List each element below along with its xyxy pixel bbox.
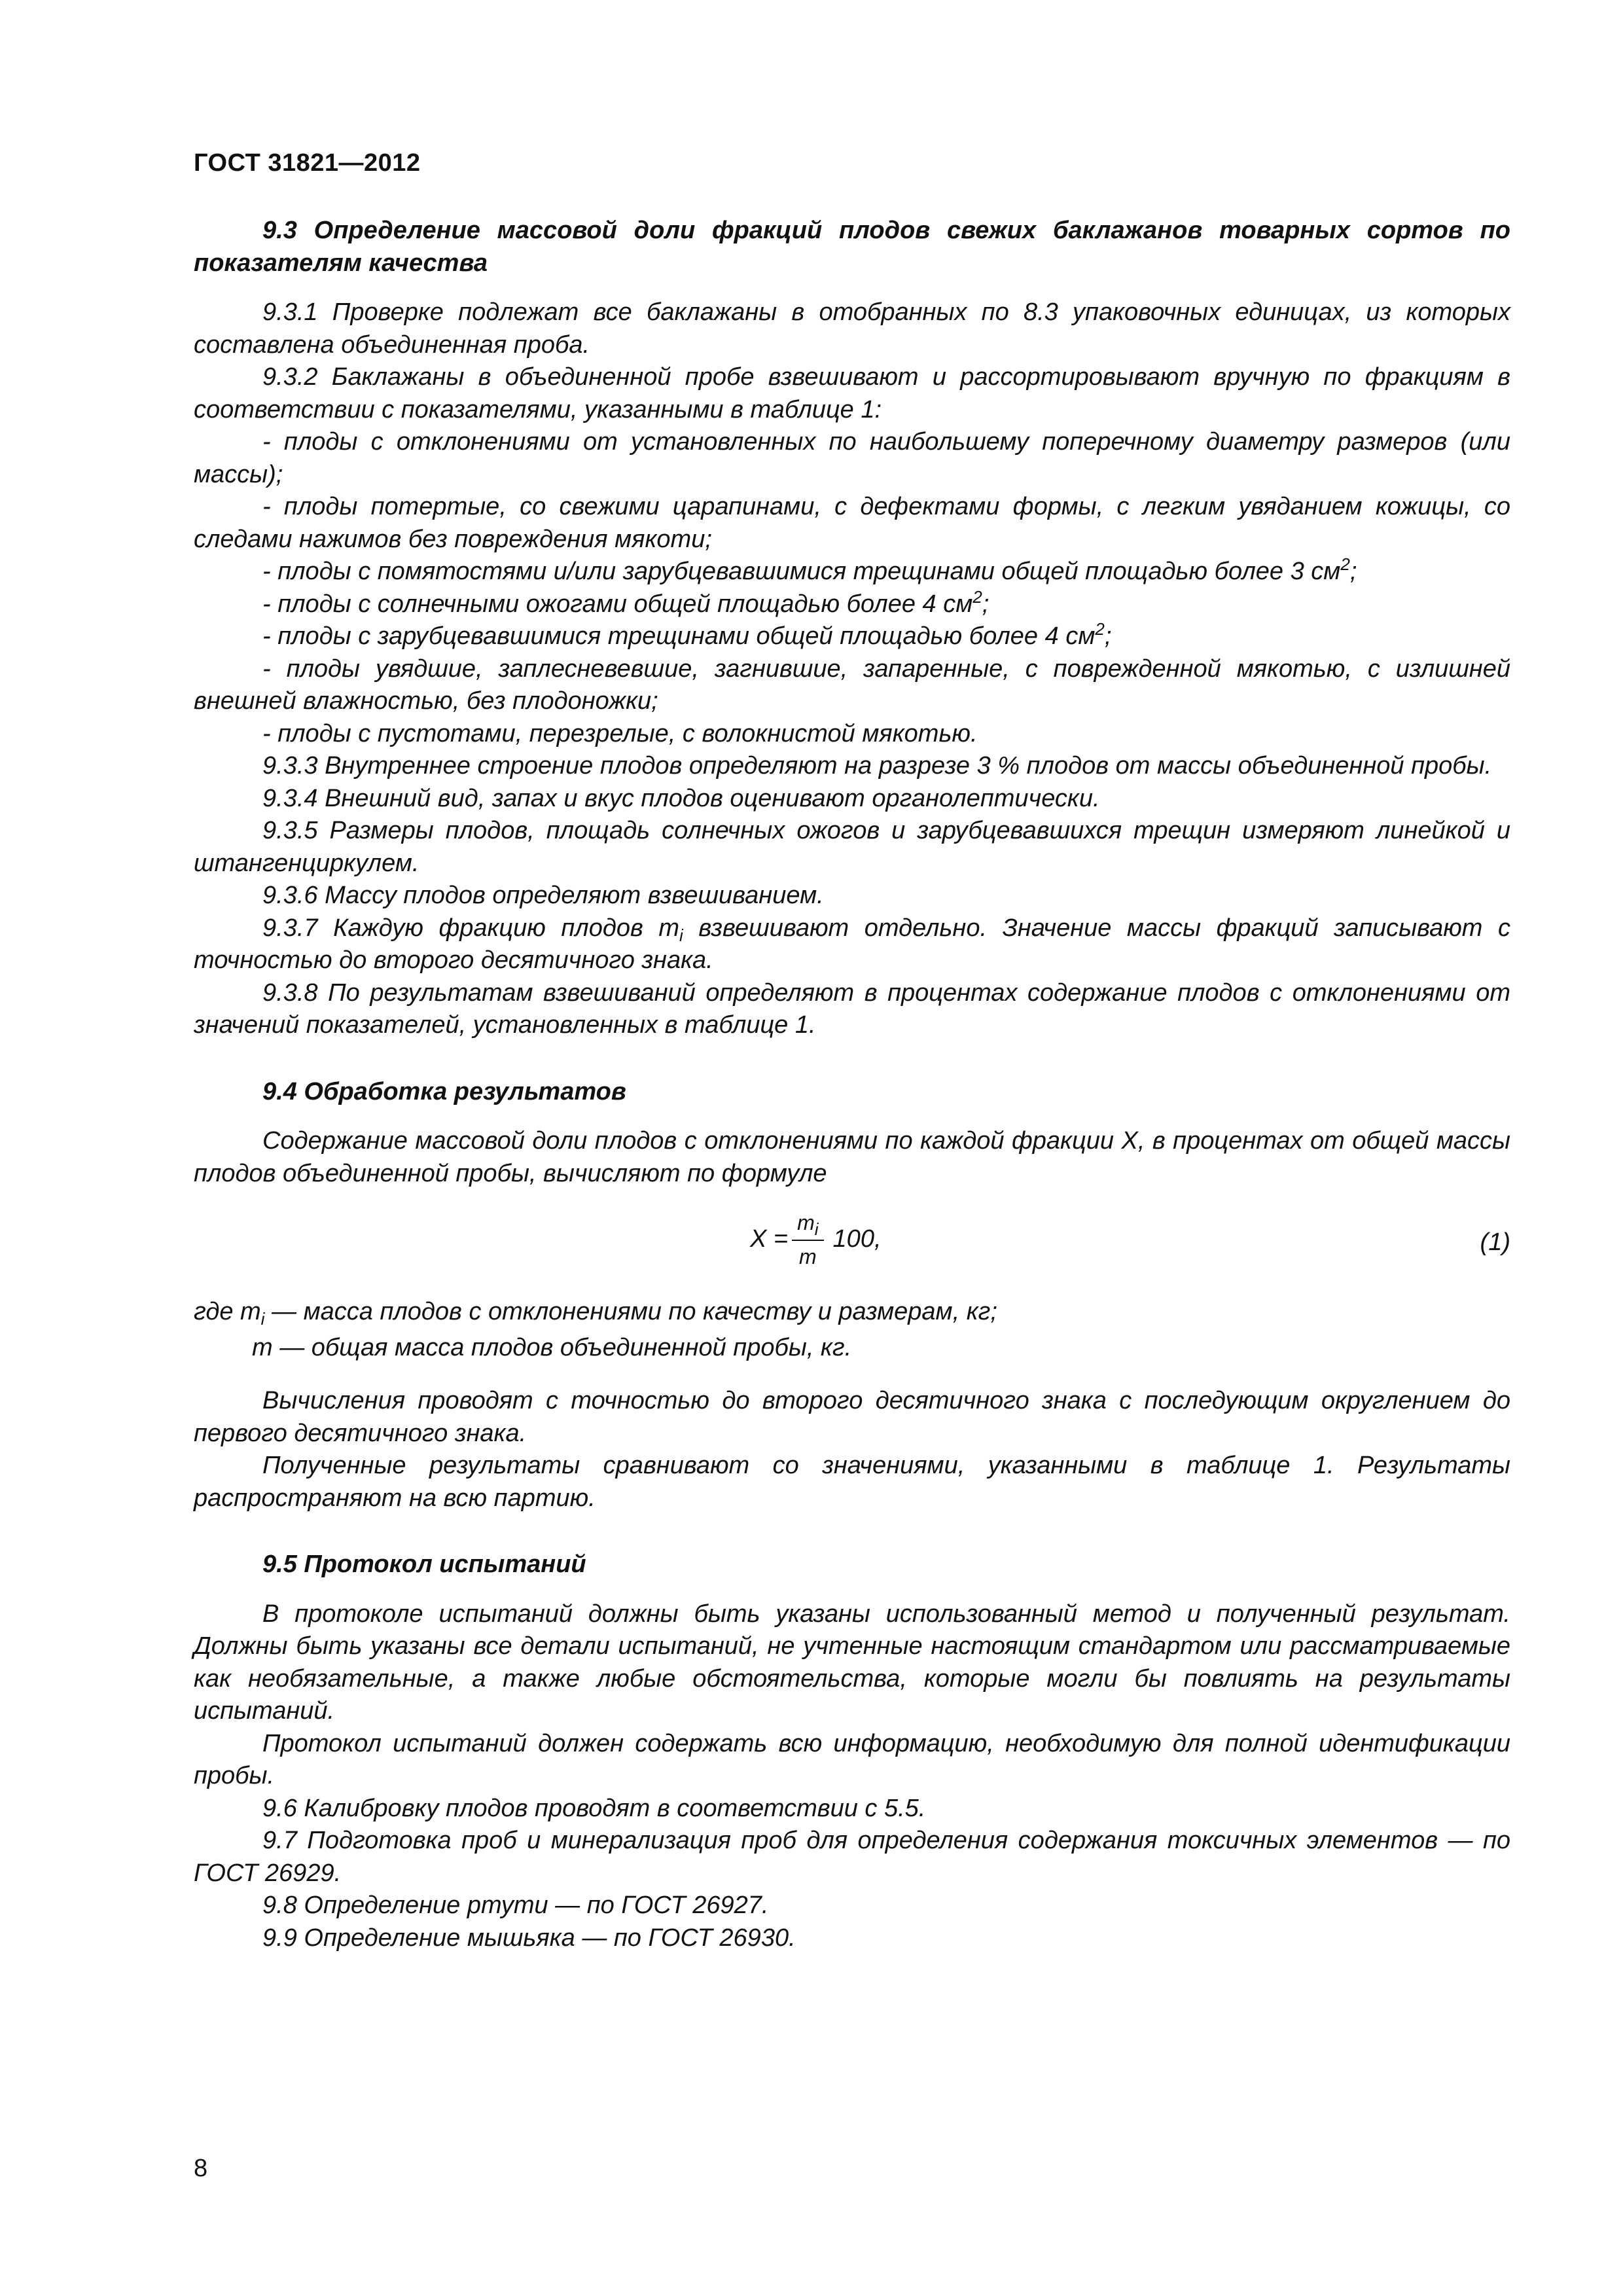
list-item: - плоды с отклонениями от установленных по наибольшему поперечному диаметру размеров (или массы); — [194, 428, 1510, 488]
list-item — [194, 588, 1510, 621]
paragraph-text: взвешивают отдельно. Значение массы фракций записывают с точностью до второго десятичного знака. — [194, 914, 1510, 974]
section-heading-9-5: 9.5 Протокол испытаний — [262, 1551, 586, 1578]
standard-designation: ГОСТ 31821—2012 — [194, 149, 421, 177]
list-item-text: - плоды с зарубцевавшимися трещинами общей площадью более 4 см — [262, 622, 1096, 650]
numerator-symbol: m — [797, 1211, 815, 1234]
list-item-tail: ; — [1349, 558, 1357, 585]
formula-fraction — [792, 1210, 823, 1270]
list-item — [194, 620, 1510, 653]
page-content — [194, 215, 1510, 1954]
paragraph-comparison: Полученные результаты сравнивают со значениями, указанными в таблице 1. Результаты распространяют на всю партию. — [194, 1452, 1510, 1512]
paragraph-rounding: Вычисления проводят с точностью до второго десятичного знака с последующим округлением до первого десятичного знака. — [194, 1387, 1510, 1447]
section-heading-9-3: 9.3 Определение массовой доли фракций плодов свежих баклажанов товарных сортов по показателям качества — [194, 217, 1510, 277]
list-item-text: - плоды с солнечными ожогами общей площадью более 4 см — [262, 590, 973, 618]
paragraph-9-7: 9.7 Подготовка проб и минерализация проб для определения содержания токсичных элементов — по ГОСТ 26929. — [194, 1827, 1510, 1887]
formula-block — [194, 1199, 1510, 1291]
paragraph-9-9: 9.9 Определение мышьяка — по ГОСТ 26930. — [262, 1924, 796, 1952]
formula — [750, 1210, 882, 1270]
paragraph-9-3-2: 9.3.2 Баклажаны в объединенной пробе взвешивают и рассортировывают вручную по фракциям в соответствии с показателями, указанными в таблице 1: — [194, 363, 1510, 423]
paragraph-formula-intro: Содержание массовой доли плодов с отклонениями по каждой фракции X, в процентах от общей массы плодов объединенной пробы, вычисляют по формуле — [194, 1127, 1510, 1187]
list-item-tail: ; — [982, 590, 990, 618]
paragraph-9-3-5: 9.3.5 Размеры плодов, площадь солнечных ожогов и зарубцевавшихся трещин измеряют линейкой и штангенциркулем. — [194, 817, 1510, 877]
paragraph-9-3-8: 9.3.8 По результатам взвешиваний определяют в процентах содержание плодов с отклонениями от значений показателей, установленных в таблице 1. — [194, 978, 1510, 1039]
formula-legend — [194, 1296, 1510, 1368]
legend-line — [194, 1296, 997, 1329]
list-item: - плоды с пустотами, перезрелые, с волокнистой мякотью. — [262, 719, 978, 747]
paragraph-9-3-4: 9.3.4 Внешний вид, запах и вкус плодов оценивают органолептически. — [262, 784, 1100, 812]
list-item — [194, 556, 1510, 588]
list-item: - плоды увядшие, заплесневевшие, загнившие, запаренные, с поврежденной мякотью, с излишней внешней влажностью, без плодоножки; — [194, 655, 1510, 715]
list-item-text: - плоды с помятостями и/или зарубцевавшимися трещинами общей площадью более 3 см — [262, 558, 1341, 585]
numerator-subscript: i — [814, 1219, 819, 1239]
superscript: 2 — [1095, 619, 1105, 639]
formula-number: (1) — [1480, 1229, 1510, 1256]
fraction-numerator — [792, 1210, 823, 1241]
superscript: 2 — [972, 586, 982, 607]
list-item: - плоды потертые, со свежими царапинами, с дефектами формы, с легким увяданием кожицы, со следами нажимов без повреждения мякоти; — [194, 493, 1510, 553]
legend-text: где m — [194, 1298, 261, 1325]
paragraph-9-3-7 — [194, 912, 1510, 977]
paragraph-9-3-3: 9.3.3 Внутреннее строение плодов определяют на разрезе 3 % плодов от массы объединенной пробы. — [262, 752, 1492, 780]
subscript: i — [260, 1309, 265, 1329]
paragraph-text: 9.3.7 Каждую фракцию плодов m — [262, 914, 680, 942]
legend-line: m — общая масса плодов объединенной пробы, кг. — [252, 1334, 852, 1361]
paragraph-9-6: 9.6 Калибровку плодов проводят в соответствии с 5.5. — [262, 1794, 926, 1822]
section-heading-9-4: 9.4 Обработка результатов — [262, 1077, 626, 1105]
page-number: 8 — [194, 2155, 208, 2182]
paragraph-9-8: 9.8 Определение ртути — по ГОСТ 26927. — [262, 1892, 769, 1919]
paragraph-protocol-2: Протокол испытаний должен содержать всю информацию, необходимую для полной идентификации пробы. — [194, 1729, 1510, 1789]
formula-rhs: 100, — [832, 1225, 882, 1253]
list-item-tail: ; — [1104, 622, 1112, 650]
superscript: 2 — [1340, 554, 1350, 574]
paragraph-9-3-6: 9.3.6 Массу плодов определяют взвешиванием. — [262, 882, 824, 909]
fraction-denominator: m — [799, 1245, 817, 1268]
formula-lhs: X = — [750, 1225, 789, 1253]
paragraph-protocol-1: В протоколе испытаний должны быть указаны использованный метод и полученный результат. Должны быть указаны все детали испытаний, не учтенные настоящим стандартом или рассматриваемые как необязательные, а также любые обстоятельства, которые могли бы повлиять на результаты испытаний. — [194, 1600, 1510, 1725]
legend-text: — масса плодов с отклонениями по качеству и размерам, кг; — [264, 1298, 997, 1325]
subscript: i — [679, 925, 683, 945]
paragraph-9-3-1: 9.3.1 Проверке подлежат все баклажаны в отобранных по 8.3 упаковочных единицах, из которых составлена объединенная проба. — [194, 298, 1510, 359]
